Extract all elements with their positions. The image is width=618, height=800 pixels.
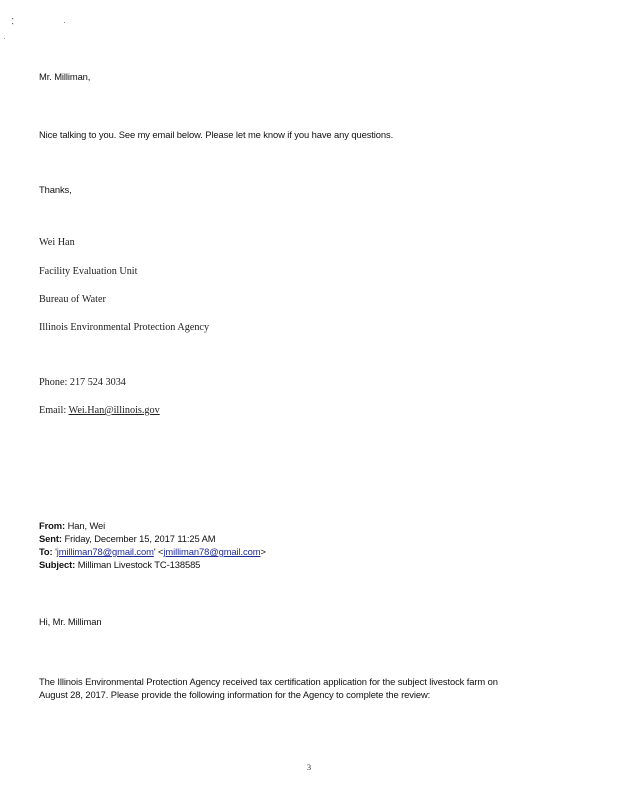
phone-label: Phone: (39, 377, 70, 388)
thanks-text: Thanks, (39, 184, 72, 195)
signature-bureau: Bureau of Water (39, 294, 106, 305)
to-label: To: (39, 546, 53, 557)
signature-name: Wei Han (39, 237, 75, 248)
signature-agency: Illinois Environmental Protection Agency (39, 322, 210, 333)
body-line-1: The Illinois Environmental Protection Agency received tax certification application for the subject livestock farm on (39, 676, 498, 687)
to-prefix: ' (52, 546, 57, 557)
to-suffix: > (260, 546, 266, 557)
email-label: Email: (39, 405, 69, 416)
to-email-link-2[interactable]: jmilliman78@gmail.com (163, 546, 261, 557)
email-link[interactable]: Wei.Han@illinois.gov (68, 405, 160, 416)
sent-value: Friday, December 15, 2017 11:25 AM (61, 533, 216, 544)
subject-value: Milliman Livestock TC-138585 (75, 559, 201, 570)
scan-artifacts (0, 0, 80, 50)
greeting: Mr. Milliman, (39, 71, 91, 82)
to-mid: ' < (153, 546, 164, 557)
forward-sent (39, 533, 215, 544)
page-number: 3 (306, 762, 312, 772)
from-label: From: (39, 520, 66, 531)
forward-to (39, 546, 266, 557)
subject-label: Subject: (39, 559, 76, 570)
phone-number: 217 524 3034 (69, 377, 126, 388)
intro-text: Nice talking to you. See my email below. Please let me know if you have any questions. (39, 129, 394, 140)
signature-phone (39, 377, 126, 388)
to-email-link[interactable]: jmilliman78@gmail.com (56, 546, 154, 557)
body-line-2: August 28, 2017. Please provide the following information for the Agency to complete the review: (39, 689, 431, 700)
signature-unit: Facility Evaluation Unit (39, 266, 138, 277)
forward-from (39, 520, 105, 531)
from-value: Han, Wei (65, 520, 106, 531)
forward-subject (39, 559, 200, 570)
signature-email (39, 405, 160, 416)
sent-label: Sent: (39, 533, 62, 544)
body-greeting: Hi, Mr. Milliman (39, 616, 102, 627)
